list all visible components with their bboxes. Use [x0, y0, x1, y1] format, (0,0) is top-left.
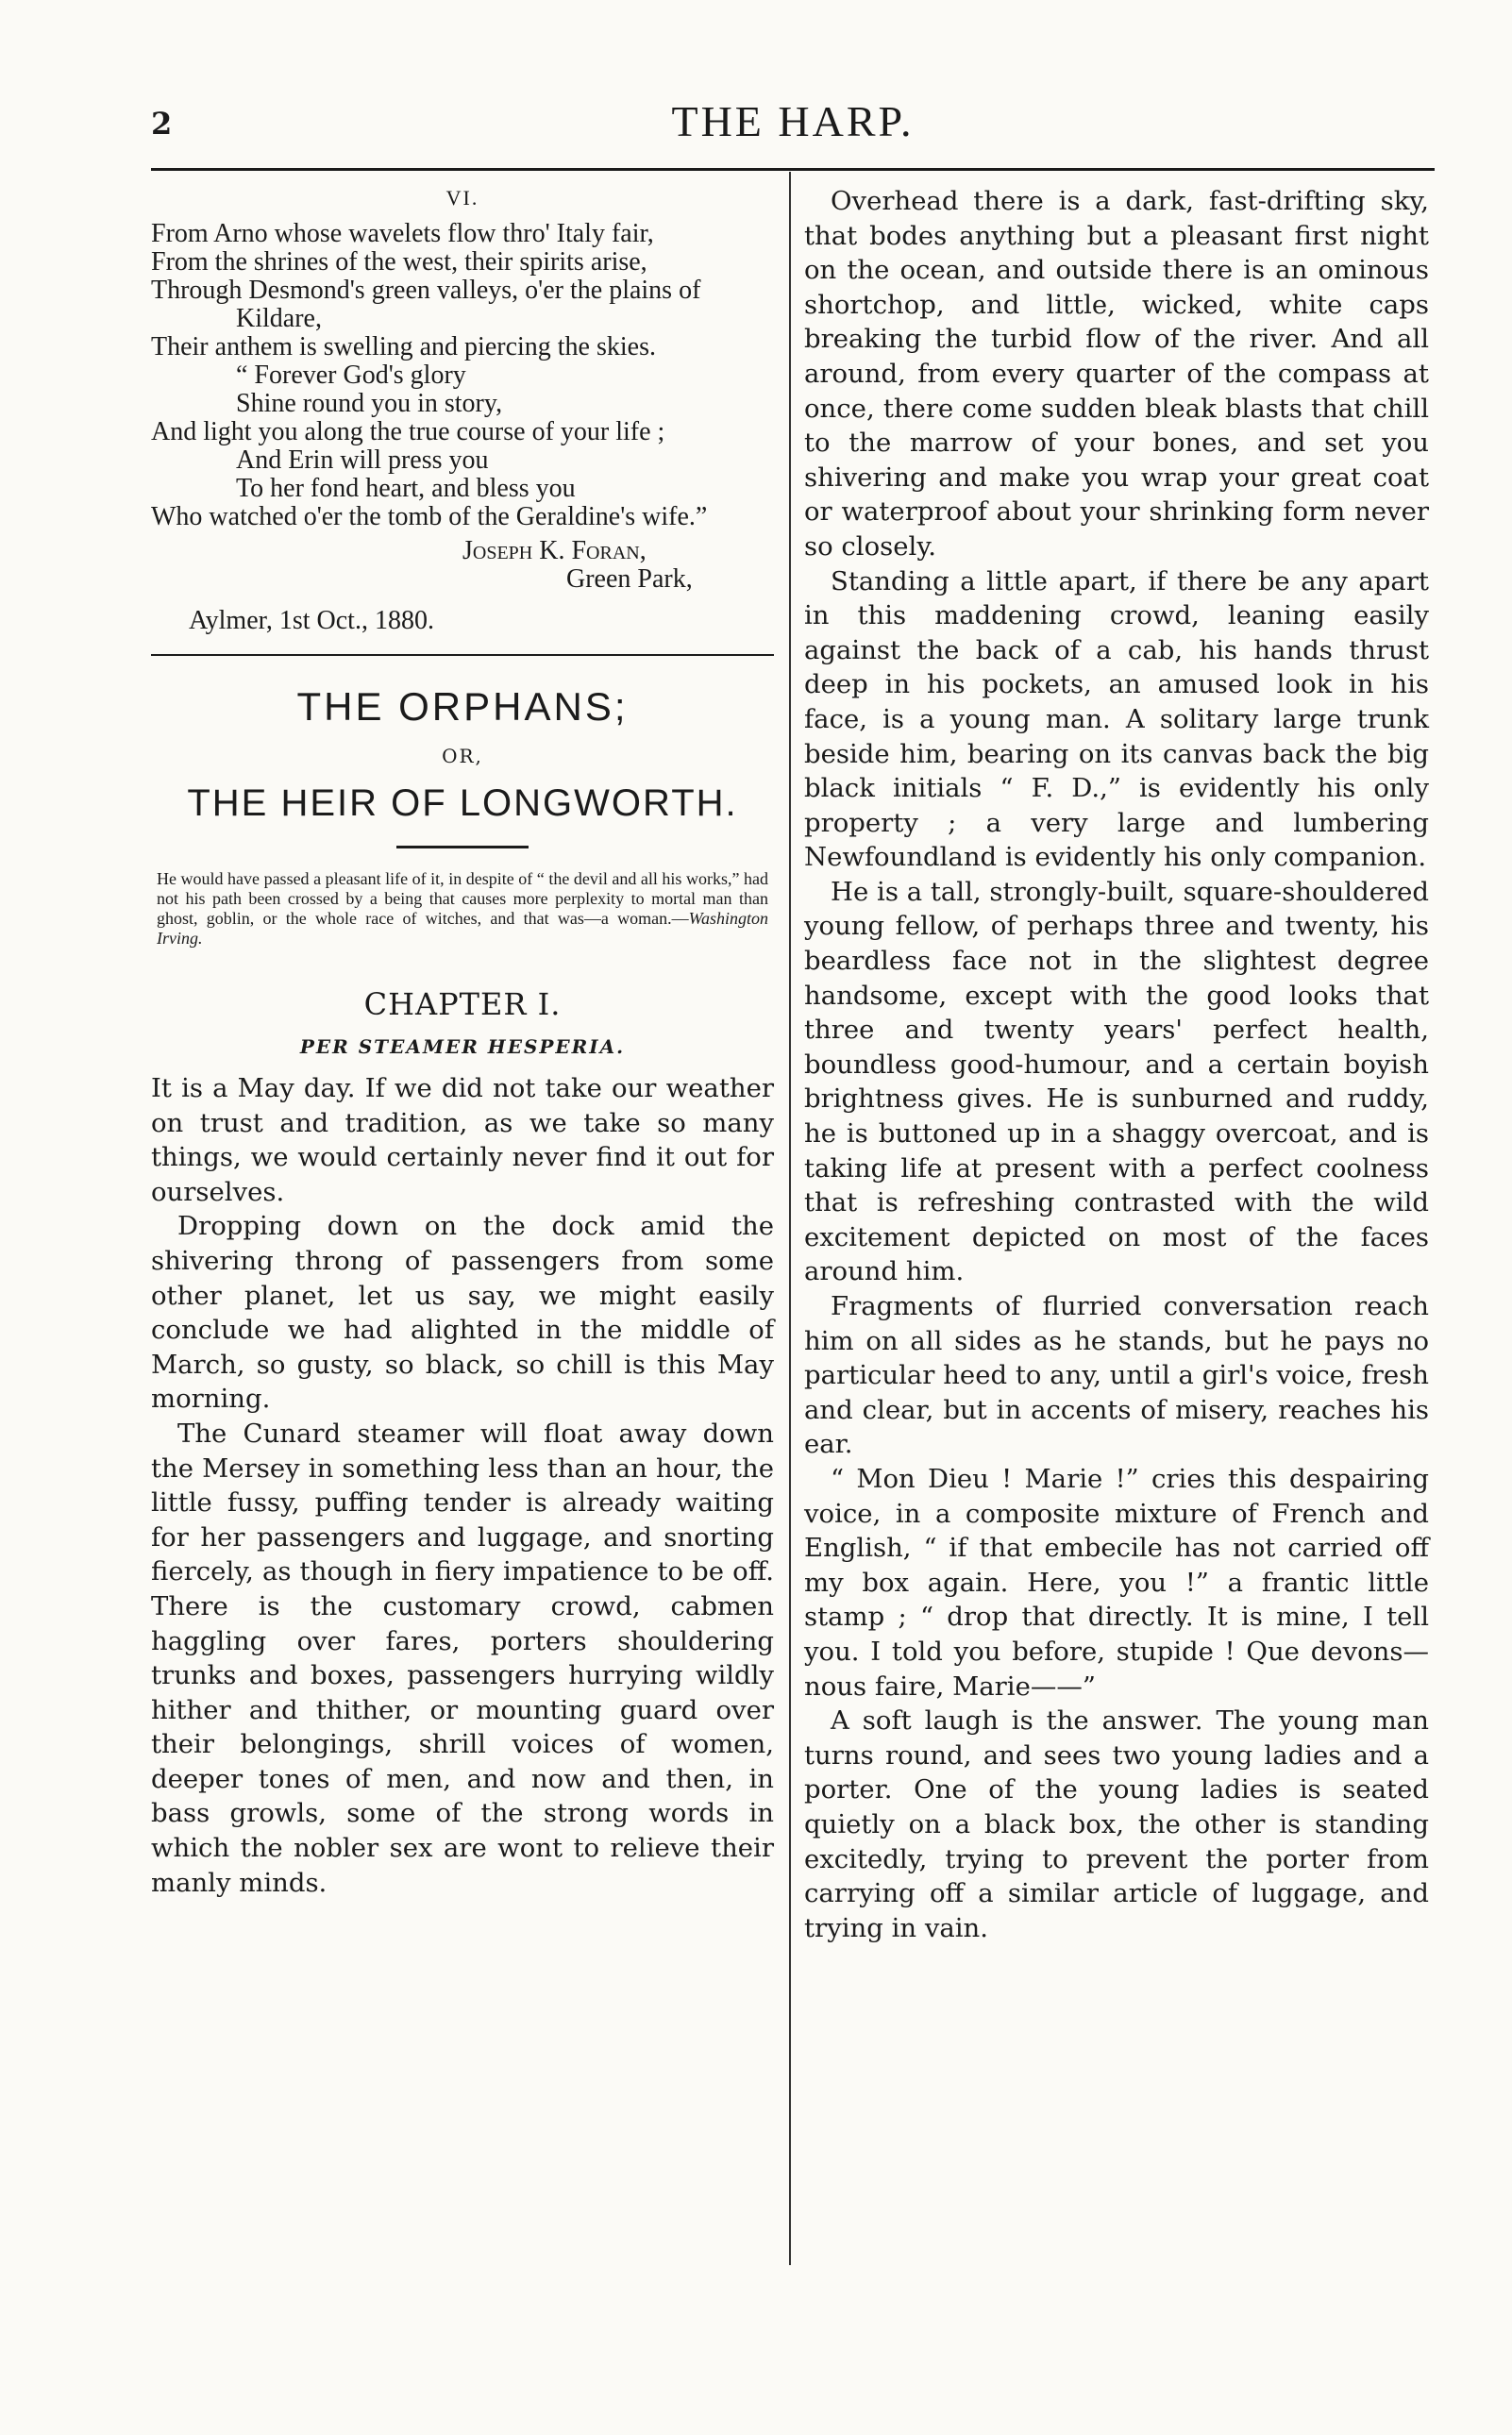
poem-line: Shine round you in story, — [236, 389, 503, 418]
poem — [151, 184, 774, 635]
story-subtitle: THE HEIR OF LONGWORTH. — [187, 782, 738, 824]
left-body-text — [151, 1071, 774, 1900]
paragraph: Fragments of flurried conversation reach him on all sides as he stands, but he pays no particular heed to any, until a girl's voice, fresh and clear, but in accents of misery, reaches his ear. — [804, 1291, 1429, 1460]
left-column — [151, 184, 774, 1900]
paragraph: Overhead there is a dark, fast-drifting sky, that bodes anything but a pleasant first night on the ocean, and outside there is an ominous shortchop, and little, wicked, white caps breaking the turbid flow of the river. And all around, from every quarter of the compass at once, there come sudden bleak blasts that chill to the marrow of your bones, and set you shivering and make you wrap your great coat or waterproof about your shrinking form never so closely. — [804, 186, 1429, 562]
paragraph: The Cunard steamer will float away down the Mersey in something less than an hour, the little fussy, puffing tender is already waiting for her passengers and luggage, and snorting fiercely, as though in fiery impatience to be off. There is the customary crowd, cabmen haggling over fares, porters shouldering trunks and boxes, passengers hurrying wildly hither and thither, or mounting guard over their belongings, shrill voices of women, deeper tones of men, and now and then, in bass growls, some of the strong words in which the nobler sex are wont to relieve their manly minds. — [151, 1418, 774, 1898]
paragraph: A soft laugh is the answer. The young man turns round, and sees two young ladies and a porter. One of the young ladies is seated quietly on a black box, the other is standing excitedly, trying to prevent the porter from carrying off a similar article of luggage, and trying in vain. — [804, 1705, 1429, 1943]
epigraph — [151, 869, 774, 949]
stanza-number: VI. — [445, 186, 479, 210]
page-header — [151, 94, 1435, 151]
epigraph-text: He would have passed a pleasant life of it, in despite of “ the devil and all his works,” had not his path been crossed by a being that causes more perplexity to mortal man than ghost, goblin, or the whole race of witches, and that was—a woman.— — [157, 869, 768, 928]
poem-line: To her fond heart, and bless you — [236, 474, 576, 503]
poem-author: Joseph K. Foran, — [462, 536, 647, 565]
header-rule — [151, 168, 1435, 171]
poem-residence: Green Park, — [566, 564, 693, 594]
title-rule — [396, 846, 529, 848]
story-title-or: OR, — [442, 745, 483, 767]
paragraph: Dropping down on the dock amid the shivering throng of passengers from some other planet, let us say, we might easily conclude we had alighted in the middle of March, so gusty, so black, so chill is this May morning. — [151, 1211, 774, 1415]
poem-line: Who watched o'er the tomb of the Geraldine's wife.” — [151, 502, 708, 531]
poem-line: From the shrines of the west, their spirits arise, — [151, 247, 647, 277]
poem-line: And Erin will press you — [236, 445, 489, 475]
story-title: THE ORPHANS; — [296, 684, 629, 729]
column-divider — [789, 172, 791, 2265]
poem-line: Through Desmond's green valleys, o'er the plains of Kildare, — [151, 276, 701, 333]
paragraph: “ Mon Dieu ! Marie !” cries this despairing voice, in a composite mixture of French and English, “ if that embecile has not carried off my box again. Here, you !” a frantic little stamp ; “ drop that directly. It is mine, I tell you. I told you before, stupide ! Que devons—nous faire, Marie——” — [804, 1463, 1429, 1702]
poem-line: “ Forever God's glory — [236, 361, 466, 390]
paragraph: Standing a little apart, if there be any apart in this maddening crowd, leaning easily against the back of a cab, his hands thrust deep in his pockets, an amused look in his face, is a young man. A solitary large trunk beside him, bearing on its canvas back the big black initials “ F. D.,” is evidently his only property ; a very large and lumbering Newfoundland is evidently his only companion. — [804, 565, 1429, 873]
right-body-text — [804, 184, 1429, 1945]
poem-line: And light you along the true course of your life ; — [151, 417, 665, 446]
paragraph: It is a May day. If we did not take our weather on trust and tradition, as we take so many things, we would certainly never find it out for ourselves. — [151, 1073, 774, 1207]
page-number: 2 — [151, 106, 173, 142]
poem-line: From Arno whose wavelets flow thro' Italy fair, — [151, 219, 654, 248]
chapter-title: PER STEAMER HESPERIA. — [299, 1035, 626, 1058]
section-rule — [151, 654, 774, 656]
right-column — [804, 184, 1429, 1945]
epigraph-source: Washington Irving. — [157, 909, 768, 948]
poem-line: Their anthem is swelling and piercing the skies. — [151, 332, 656, 361]
poem-lines — [151, 220, 774, 531]
chapter-heading: CHAPTER I. — [363, 986, 562, 1022]
publication-title: THE HARP. — [671, 97, 915, 145]
paragraph: He is a tall, strongly-built, square-shouldered young fellow, of perhaps three and twenty, his beardless face not in the slightest degree handsome, except with the good looks that three and twenty years' perfect health, boundless good-humour, and a certain boyish brightness gives. He is sunburned and ruddy, he is buttoned up in a shaggy overcoat, and is taking life at present with a perfect coolness that is refreshing contrasted with the wild excitement depicted on most of the faces around him. — [804, 876, 1429, 1287]
poem-place-date: Aylmer, 1st Oct., 1880. — [189, 606, 434, 635]
